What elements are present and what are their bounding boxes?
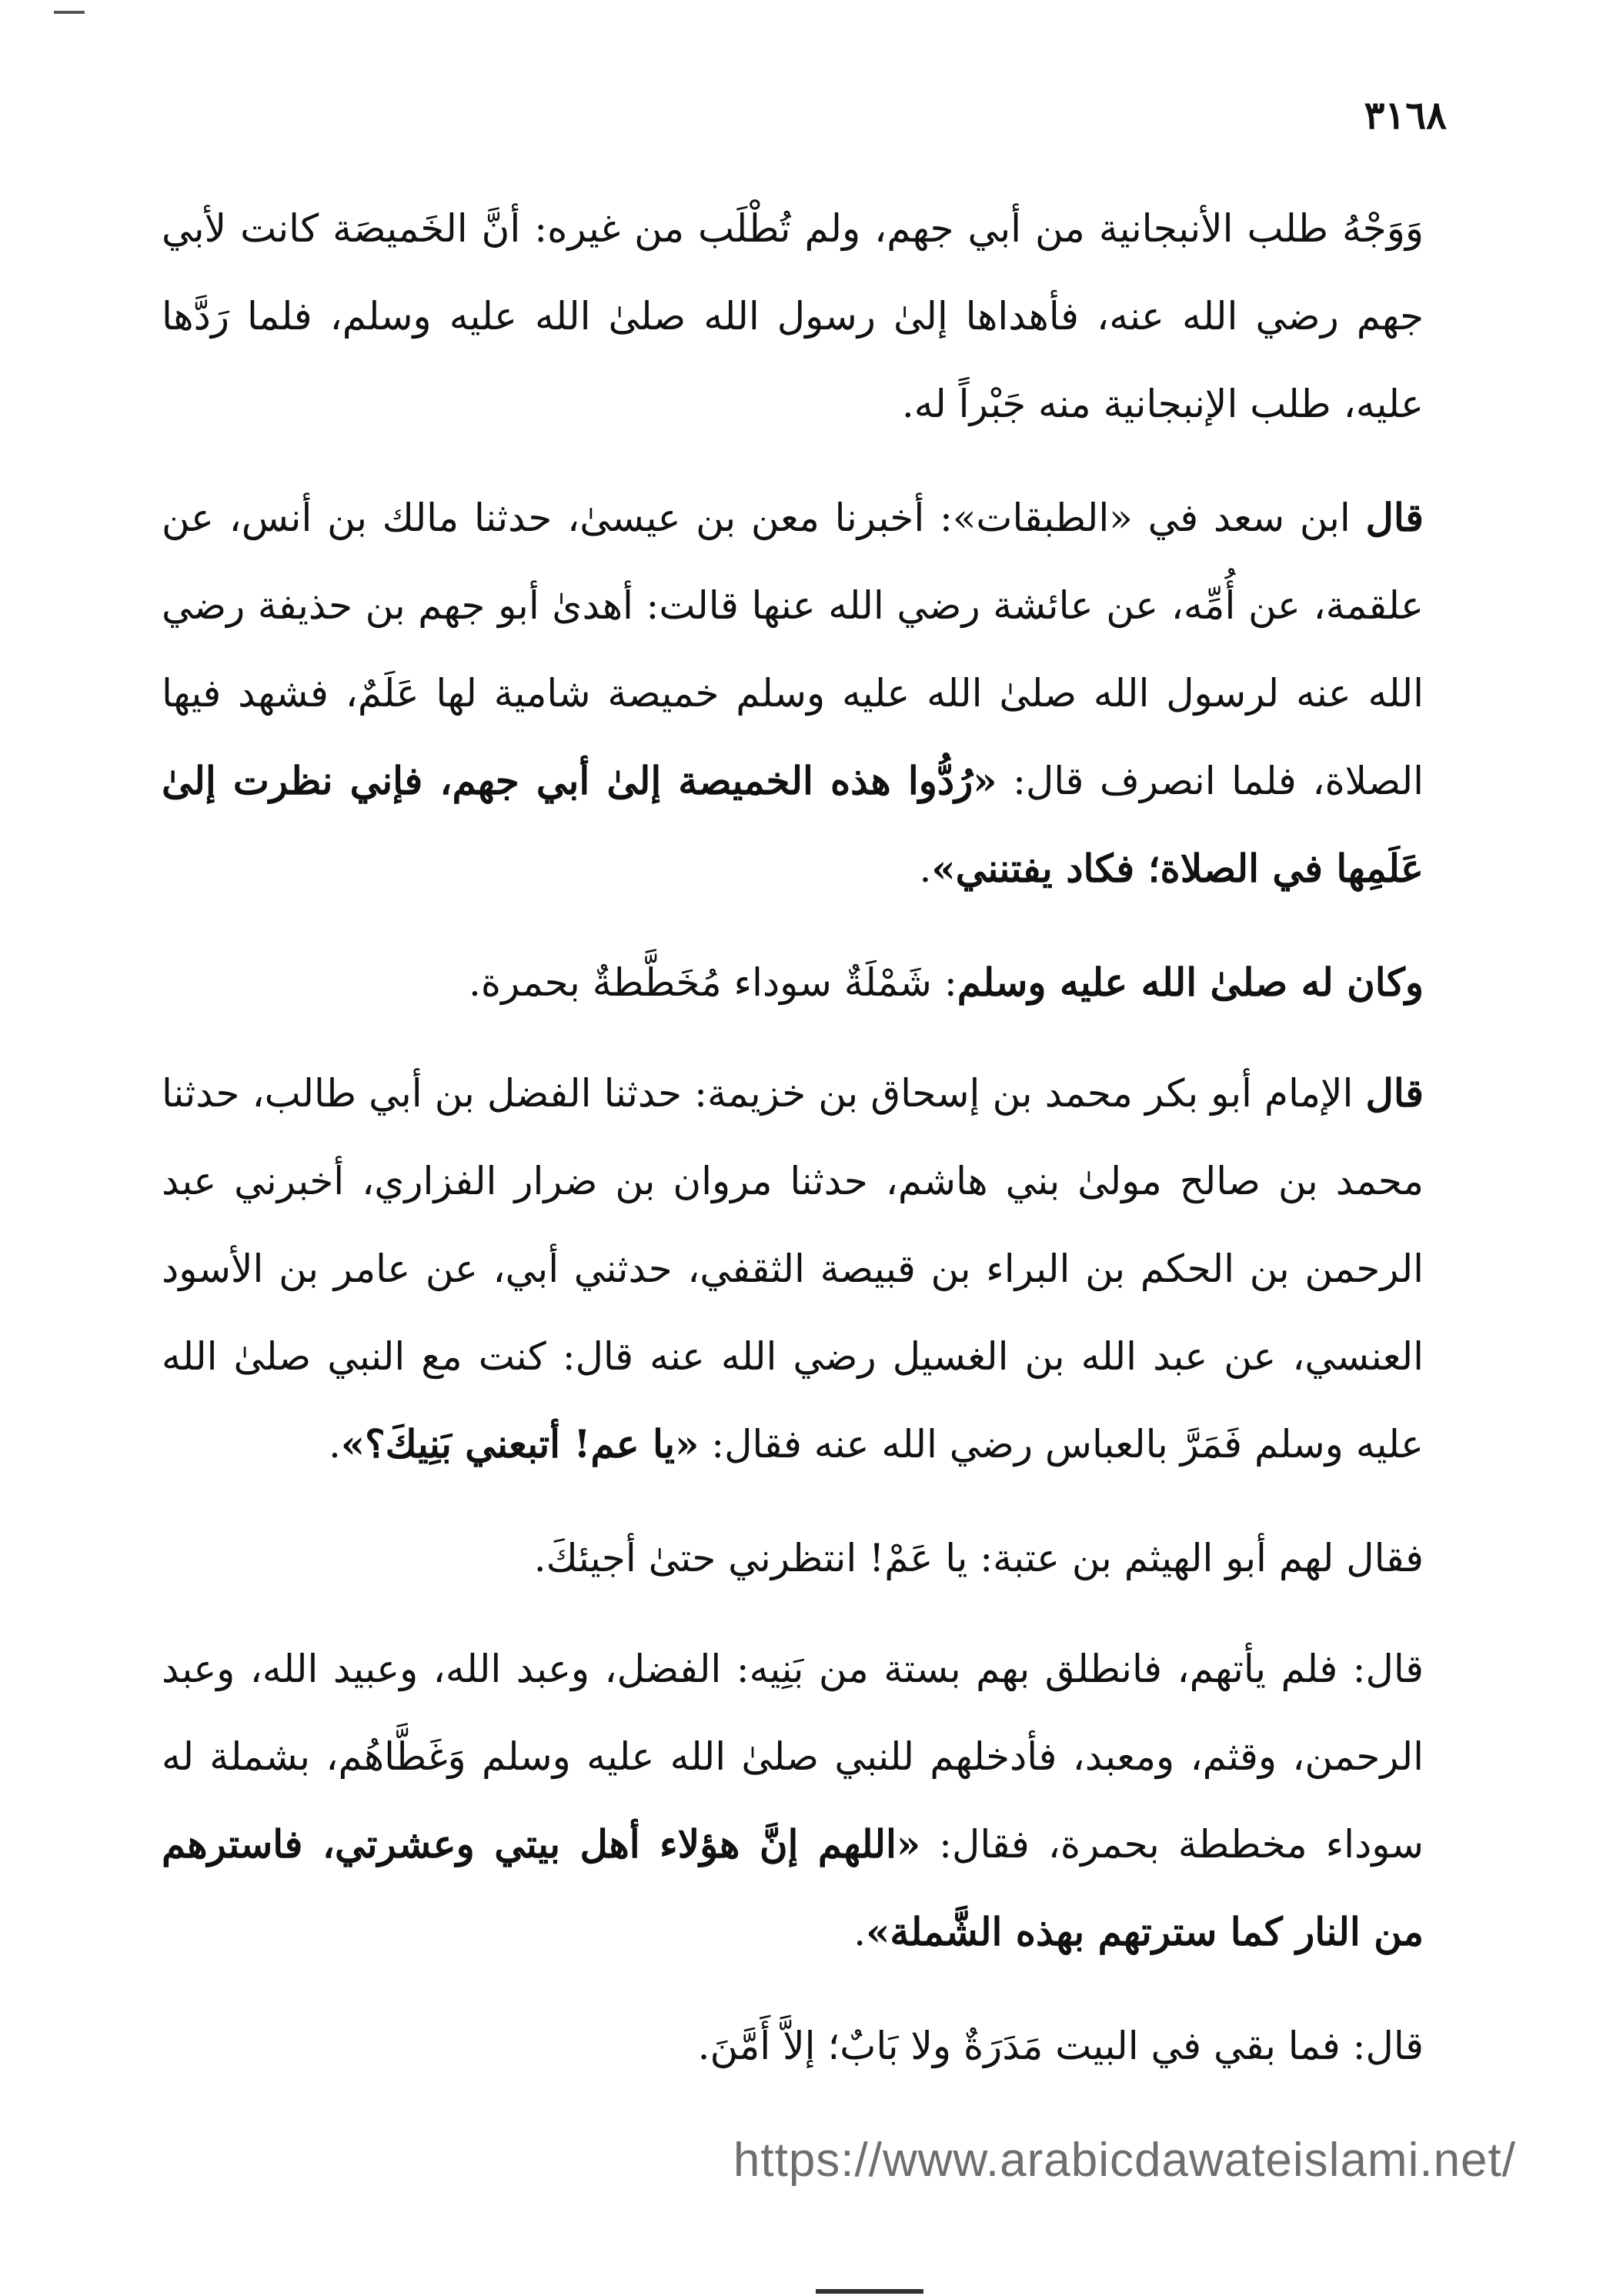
paragraph-quote: «يا عم! أتبعني بَنِيكَ؟» [340,1421,700,1467]
paragraph-quote: «رُدُّوا هذه الخميصة إلىٰ أبي جهم، فإني نظرت إلىٰ عَلَمِها في الصلاة؛ فكاد يفتنني» [162,758,1424,891]
paragraph-tail: . [328,1422,341,1467]
corner-mark [54,11,85,14]
paragraph-3 [162,939,1424,1026]
paragraph-tail: . [919,846,932,891]
paragraph-5 [162,1514,1424,1602]
paragraph-text: قال: فما بقي في البيت مَدَرَةٌ ولا بَابٌ؛ إلاَّ أَمَّنَ. [697,2024,1424,2068]
watermark-url: https://www.arabicdawateislami.net/ [733,2134,1516,2187]
paragraph-text: وَوَجْهُ طلب الأنبجانية من أبي جهم، ولم تُطْلَب من غيره: أنَّ الخَميصَة كانت لأبي جهم رضي الله عنه، فأهداها إلىٰ رسول الله صلىٰ الله عليه وسلم، فلما رَدَّها عليه، طلب الإنبجانية منه جَبْراً له. [162,206,1424,426]
paragraph-quote: «اللهم إنَّ هؤلاء أهل بيتي وعشرتي، فاسترهم من النار كما سترتهم بهذه الشَّملة» [162,1821,1424,1954]
paragraph-text: فقال لهم أبو الهيثم بن عتبة: يا عَمْ! انتظرني حتىٰ أجيئكَ. [533,1536,1424,1580]
page-number: ٣١٦٨ [1364,92,1447,138]
paragraph-tail: . [853,1910,867,1954]
paragraph-2 [162,474,1424,913]
paragraph-lead: قال [1365,1070,1424,1116]
paragraph-4 [162,1050,1424,1488]
paragraph-text: قال: فلم يأتهم، فانطلق بهم بستة من بَنِيه: الفضل، وعبد الله، وعبيد الله، وعبد الرحمن، وقثم، ومعبد، فأدخلهم للنبي صلىٰ الله عليه وسلم وَغَطَّاهُم، بشملة له سوداء مخططة بحمرة، فقال: [162,1647,1424,1867]
paragraph-lead: قال [1365,495,1424,540]
paragraph-text: ابن سعد في «الطبقات»: أخبرنا معن بن عيسىٰ، حدثنا مالك بن أنس، عن علقمة، عن أُمِّه، عن عائشة رضي الله عنها قالت: أهدىٰ أبو جهم بن حذيفة رضي الله عنه لرسول الله صلىٰ الله عليه وسلم خميصة شامية لها عَلَمٌ، فشهد فيها الصلاة، فلما انصرف قال: [162,496,1424,803]
paragraph-6 [162,1625,1424,1976]
paragraph-text: الإمام أبو بكر محمد بن إسحاق بن خزيمة: حدثنا الفضل بن أبي طالب، حدثنا محمد بن صالح مولىٰ بني هاشم، حدثنا مروان بن ضرار الفزاري، أخبرني عبد الرحمن بن الحكم بن البراء بن قبيصة الثقفي، حدثني أبي، عن عامر بن الأسود العنسي، عن عبد الله بن الغسيل رضي الله عنه قال: كنت مع النبي صلىٰ الله عليه وسلم فَمَرَّ بالعباس رضي الله عنه فقال: [162,1071,1424,1467]
bottom-mark [816,2289,923,2294]
paragraph-lead: وكان له صلىٰ الله عليه وسلم [957,959,1424,1005]
paragraph-7 [162,2002,1424,2090]
paragraph-text: : شَمْلَةٌ سوداء مُخَطَّطةٌ بحمرة. [469,960,957,1005]
text-column [162,185,1424,2113]
paragraph-1 [162,185,1424,448]
